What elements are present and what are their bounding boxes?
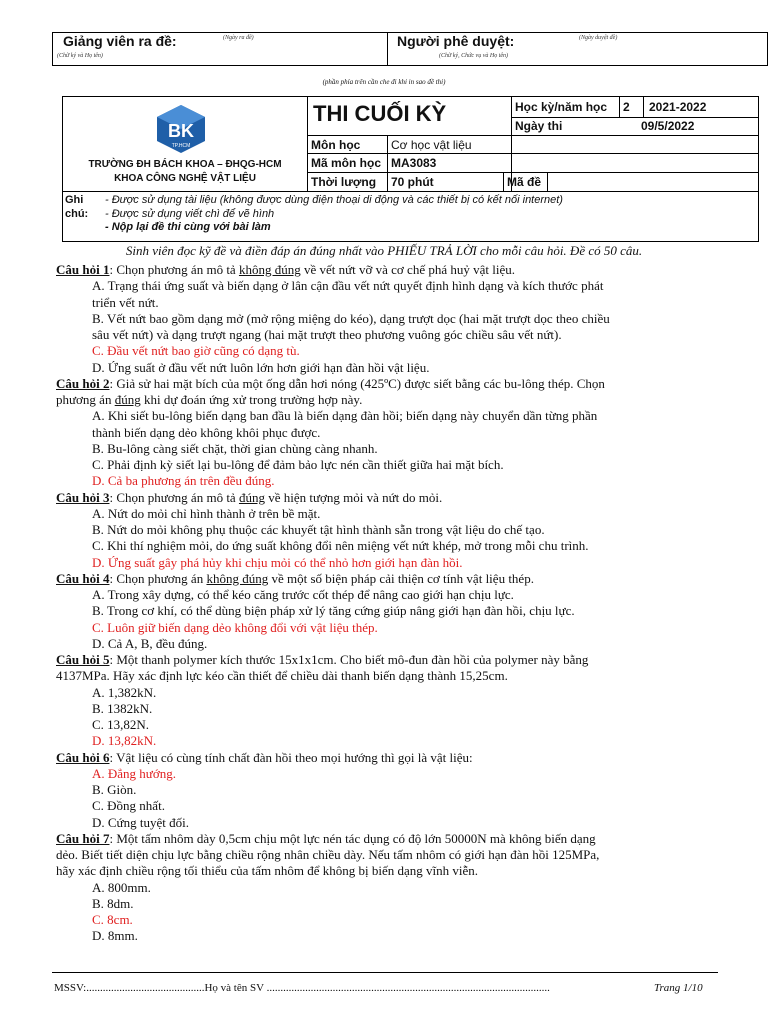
answer-option: A. Nứt do mỏi chỉ hình thành ở trên bề mặt. (92, 505, 321, 521)
question-text-part: về hiện tượng mỏi và nứt do mỏi. (264, 489, 443, 505)
approver-label: Người phê duyệt: (397, 33, 515, 49)
question-text-part: phương án (56, 392, 115, 407)
approver-sign-hint: (Chữ ký, Chức vụ và Họ tên) (439, 53, 509, 59)
question-text (56, 668, 508, 684)
answer-option: D. Cứng tuyệt đối. (92, 814, 189, 830)
note-item-3: - Nộp lại đề thi cùng với bài làm (105, 221, 271, 233)
answer-option: D. Cả ba phương án trên đều đúng. (92, 473, 275, 489)
date-value: 09/5/2022 (641, 119, 695, 133)
answer-option: B. Giòn. (92, 782, 137, 797)
page-number: Trang 1/10 (654, 982, 703, 994)
question-text-part: Một thanh polymer kích thước 15x1x1cm. Cho biết mô-đun đàn hồi của polymer này bằng (116, 652, 589, 667)
answer-option: D. Ứng suất gây phá hủy khi chịu mỏi có thể nhỏ hơn giới hạn đàn hồi. (92, 554, 463, 570)
question-text (56, 863, 478, 879)
answer-option: A. Đẳng hướng. (92, 765, 176, 781)
question-label: Câu hỏi 3 (56, 489, 110, 505)
university-logo-icon (153, 103, 209, 155)
question-text: Câu hỏi 2: Giả sử hai mặt bích của một ống dẫn hơi nóng (425ºC) được siết bằng các bu-lông thép. Chọn (56, 375, 605, 391)
variant-label: Mã đề (507, 175, 542, 189)
cut-note: (phần phía trên cần che đi khi in sao đề thi) (322, 78, 446, 86)
footer-rule (52, 972, 718, 973)
question-text: Câu hỏi 6: Vật liệu có cùng tính chất đàn hồi theo mọi hướng thì gọi là vật liệu: (56, 749, 473, 765)
question-text-part: về vết nứt vỡ và cơ chế phá huỷ vật liệu. (300, 262, 515, 277)
answer-option: sâu vết nứt) và dạng trượt ngang (hai mặt trượt theo phương vuông góc chiều sâu vết nứt). (92, 327, 562, 342)
answer-option: C. Đồng nhất. (92, 798, 165, 814)
question-emphasis: đúng (238, 489, 265, 505)
code-label: Mã môn học (311, 156, 382, 170)
question-text: Câu hỏi 4: Chọn phương án không đúng về một số biện pháp cải thiện cơ tính vật liệu thép. (56, 570, 534, 586)
question-text (56, 847, 599, 863)
question-text: Câu hỏi 3: Chọn phương án mô tả đúng về hiện tượng mỏi và nứt do mỏi. (56, 489, 443, 505)
duration-label: Thời lượng (311, 175, 377, 189)
logo-text: BK (168, 121, 194, 141)
answer-option: C. Luôn giữ biến dạng dẻo không đổi với vật liệu thép. (92, 619, 378, 635)
question-label: Câu hỏi 4 (56, 570, 110, 586)
lecturer-sign-hint: (Chữ ký và Họ tên) (57, 53, 103, 59)
school-name: TRƯỜNG ĐH BÁCH KHOA – ĐHQG-HCM (88, 159, 282, 170)
logo-sub: TP.HCM (171, 143, 191, 149)
signature-box (52, 32, 768, 66)
lecturer-label: Giảng viên ra đề: (63, 33, 177, 49)
answer-option: A. Trạng thái ứng suất và biến dạng ở lân cận đầu vết nứt quyết định hình dạng và kích thước phát (92, 278, 604, 294)
answer-option: thành biến dạng dẻo không khôi phục được. (92, 424, 321, 440)
lecturer-cell (53, 33, 388, 65)
exam-title: THI CUỐI KỲ (313, 101, 447, 126)
question-emphasis: đúng (114, 392, 141, 407)
question-text-part: Giả sử hai mặt bích của một ống dẫn hơi nóng (425ºC) được siết bằng các bu-lông thép. Chọn (116, 375, 605, 391)
answer-option: D. Cả A, B, đều đúng. (92, 635, 208, 651)
question-text-part: khi dự đoán ứng xử trong trường hợp này. (140, 392, 363, 407)
answer-option: D. 13,82kN. (92, 733, 157, 749)
year-value: 2021-2022 (649, 100, 707, 114)
question-text-part: hãy xác định chiều rộng tối thiểu của tấm nhôm để không bị biến dạng vĩnh viễn. (56, 863, 479, 879)
approver-cell (387, 33, 767, 65)
answer-option: C. Phải định kỳ siết lại bu-lông để đảm bảo lực nén cần thiết giữa hai mặt bích. (92, 457, 504, 472)
answer-option: A. 1,382kN. (92, 684, 157, 700)
question-text-part: về một số biện pháp cải thiện cơ tính vật liệu thép. (268, 570, 534, 586)
answer-option: triển vết nứt. (92, 294, 159, 310)
question-text-part: Chọn phương án mô tả (116, 489, 239, 505)
question-text: Câu hỏi 7: Một tấm nhôm dày 0,5cm chịu một lực nén tác dụng có độ lớn 50000N mà không biến dạng (56, 830, 596, 846)
answer-option: A. 800mm. (92, 879, 151, 895)
question-text-part: dẻo. Biết tiết diện chịu lực bằng chiều rộng nhân chiều dày. Nếu tấm nhôm có giới hạn đàn hồi 125MPa, (56, 847, 600, 862)
question-label: Câu hỏi 6 (56, 749, 110, 765)
question-text: Câu hỏi 5: Một thanh polymer kích thước 15x1x1cm. Cho biết mô-đun đàn hồi của polymer này bằng (56, 652, 589, 667)
exam-header (62, 96, 759, 242)
question-text-part: Một tấm nhôm dày 0,5cm chịu một lực nén tác dụng có độ lớn 50000N mà không biến dạng (116, 830, 596, 846)
question-text-part: Vật liệu có cùng tính chất đàn hồi theo mọi hướng thì gọi là vật liệu: (116, 749, 473, 765)
approver-date-hint: (Ngày duyệt đề) (579, 35, 618, 41)
lecturer-date-hint: (Ngày ra đề) (223, 35, 254, 41)
question-text (56, 392, 362, 408)
answer-option: D. 8mm. (92, 928, 138, 944)
instructions: Sinh viên đọc kỹ đề và điền đáp án đúng nhất vào PHIẾU TRẢ LỜI cho mỗi câu hỏi. Đề có 50 câu. (125, 243, 643, 258)
duration-value: 70 phút (391, 175, 434, 189)
faculty-name: KHOA CÔNG NGHỆ VẬT LIỆU (114, 173, 256, 184)
answer-option: C. 13,82N. (92, 717, 150, 732)
question-label: Câu hỏi 2 (56, 375, 110, 391)
student-info-line: MSSV:...........................................Họ và tên SV ....................................................................................................... (54, 982, 550, 994)
question-label: Câu hỏi 5 (56, 652, 110, 667)
question-label: Câu hỏi 1 (56, 262, 110, 277)
notes-label-1: Ghi (65, 194, 84, 206)
answer-option: B. Nứt do mỏi không phụ thuộc các khuyết tật hình thành sẵn trong vật liệu do chế tạo. (92, 522, 545, 537)
answer-option: A. Khi siết bu-lông biến dạng ban đầu là biến dạng đàn hồi; biến dạng này chuyển dần từng phần (92, 408, 598, 424)
subject-value: Cơ học vật liệu (391, 138, 472, 152)
answer-option: C. 8cm. (92, 912, 133, 927)
answer-option: A. Trong xây dựng, có thể kéo căng trước cốt thép để nâng cao giới hạn chịu lực. (92, 587, 514, 602)
answer-option: B. 1382kN. (92, 700, 153, 716)
date-label: Ngày thi (515, 119, 563, 133)
semester-value: 2 (623, 100, 630, 114)
question-text: Câu hỏi 1: Chọn phương án mô tả không đúng về vết nứt vỡ và cơ chế phá huỷ vật liệu. (56, 262, 515, 277)
notes-label-2: chú: (65, 208, 89, 220)
subject-label: Môn học (311, 138, 361, 152)
answer-option: B. Bu-lông càng siết chặt, thời gian chùng càng nhanh. (92, 440, 378, 456)
question-emphasis: không đúng (238, 262, 301, 277)
question-label: Câu hỏi 7 (56, 830, 110, 846)
answer-option: B. 8dm. (92, 895, 134, 911)
code-value: MA3083 (391, 156, 437, 170)
answer-option: B. Vết nứt bao gồm dạng mở (mở rộng miệng do kéo), dạng trượt dọc (hai mặt trượt dọc theo chiều (92, 310, 610, 326)
answer-option: B. Trong cơ khí, có thể dùng biện pháp xử lý tăng cứng giúp nâng giới hạn đàn hồi, chịu lực. (92, 603, 575, 619)
answer-option: C. Khi thí nghiệm mỏi, do ứng suất không đổi nên miệng vết nứt khép, mở trong mỗi chu trình. (92, 538, 589, 554)
semester-label: Học kỳ/năm học (515, 100, 608, 114)
question-emphasis: không đúng (206, 570, 269, 586)
question-text-part: Chọn phương án (116, 570, 207, 586)
note-item-2: - Được sử dụng viết chì để vẽ hình (105, 208, 275, 220)
question-text-part: 4137MPa. Hãy xác định lực kéo cần thiết để chiều dài thanh biến dạng thành 15,25cm. (56, 668, 508, 684)
note-item-1: - Được sử dụng tài liệu (không được dùng điện thoại di động và các thiết bị có kết nối internet) (105, 194, 563, 206)
answer-option: C. Đầu vết nứt bao giờ cũng có dạng tù. (92, 343, 300, 359)
question-text-part: Chọn phương án mô tả (116, 262, 239, 277)
answer-option: D. Ứng suất ở đầu vết nứt luôn lớn hơn giới hạn đàn hồi vật liệu. (92, 359, 430, 375)
